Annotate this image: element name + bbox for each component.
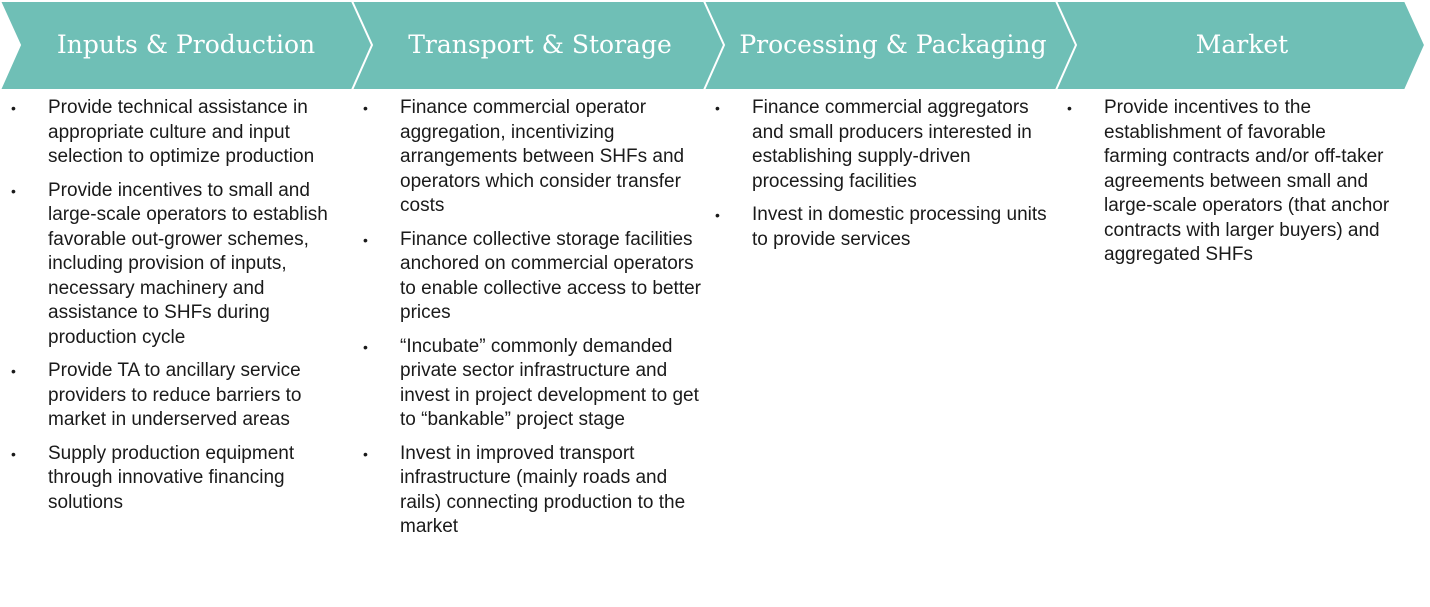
bullet-text: “Incubate” commonly demanded private sector infrastructure and invest in project development to get to “bankable” project stage [400, 335, 699, 430]
list-item [363, 228, 703, 326]
bullet-list-inputs-production [11, 96, 351, 524]
bullet-text: Finance commercial operator aggregation, incentivizing arrangements between SHFs and operators which consider transfer costs [400, 97, 685, 216]
list-item [363, 96, 703, 219]
list-item [715, 96, 1055, 194]
stage-title-processing-packaging: Processing & Packaging [739, 30, 1047, 59]
bullet-list-market [1067, 96, 1392, 277]
bullet-text: Provide technical assistance in appropriate culture and input selection to optimize production [48, 97, 315, 167]
bullet-icon: • [715, 207, 720, 223]
bullet-text: Finance commercial aggregators and small producers interested in establishing supply-driven processing facilities [752, 97, 1032, 192]
bullet-text: Provide incentives to the establishment of favorable farming contracts and/or off-taker agreements between small and large-scale operators (that anchor contracts with larger buyers) and aggregated SHFs [1104, 97, 1390, 265]
bullet-icon: • [11, 182, 16, 199]
list-item [363, 442, 703, 540]
stage-title-transport-storage: Transport & Storage [408, 30, 672, 59]
bullet-icon: • [715, 100, 720, 116]
stage-title-inputs-production: Inputs & Production [56, 30, 316, 59]
bullet-text: Provide incentives to small and large-scale operators to establish favorable out-grower schemes, including provision of inputs, necessary machinery and assistance to SHFs during production cycle [48, 179, 328, 348]
bullet-text: Supply production equipment through innovative financing solutions [48, 442, 295, 513]
stage-title-market: Market [1195, 30, 1289, 59]
bullet-text: Provide TA to ancillary service providers to reduce barriers to market in underserved areas [48, 360, 302, 430]
list-item [11, 179, 351, 351]
bullet-text: Finance collective storage facilities anchored on commercial operators to enable collective access to better prices [400, 228, 702, 323]
bullet-text: Invest in improved transport infrastructure (mainly roads and rails) connecting production to the market [400, 442, 686, 537]
bullet-icon: • [11, 100, 16, 116]
list-item [11, 442, 351, 516]
bullet-icon: • [363, 338, 368, 355]
list-item [715, 203, 1055, 252]
bullet-icon: • [363, 100, 368, 116]
list-item [363, 335, 703, 433]
bullet-text: Invest in domestic processing units to provide services [752, 204, 1047, 250]
bullet-list-processing-packaging [715, 96, 1055, 261]
bullet-icon: • [363, 445, 368, 462]
bullet-icon: • [363, 231, 368, 248]
bullet-list-transport-storage [363, 96, 703, 549]
list-item [1067, 96, 1392, 268]
bullet-icon: • [11, 445, 16, 462]
list-item [11, 359, 351, 433]
bullet-icon: • [1067, 100, 1072, 116]
list-item [11, 96, 351, 170]
bullet-icon: • [11, 363, 16, 379]
